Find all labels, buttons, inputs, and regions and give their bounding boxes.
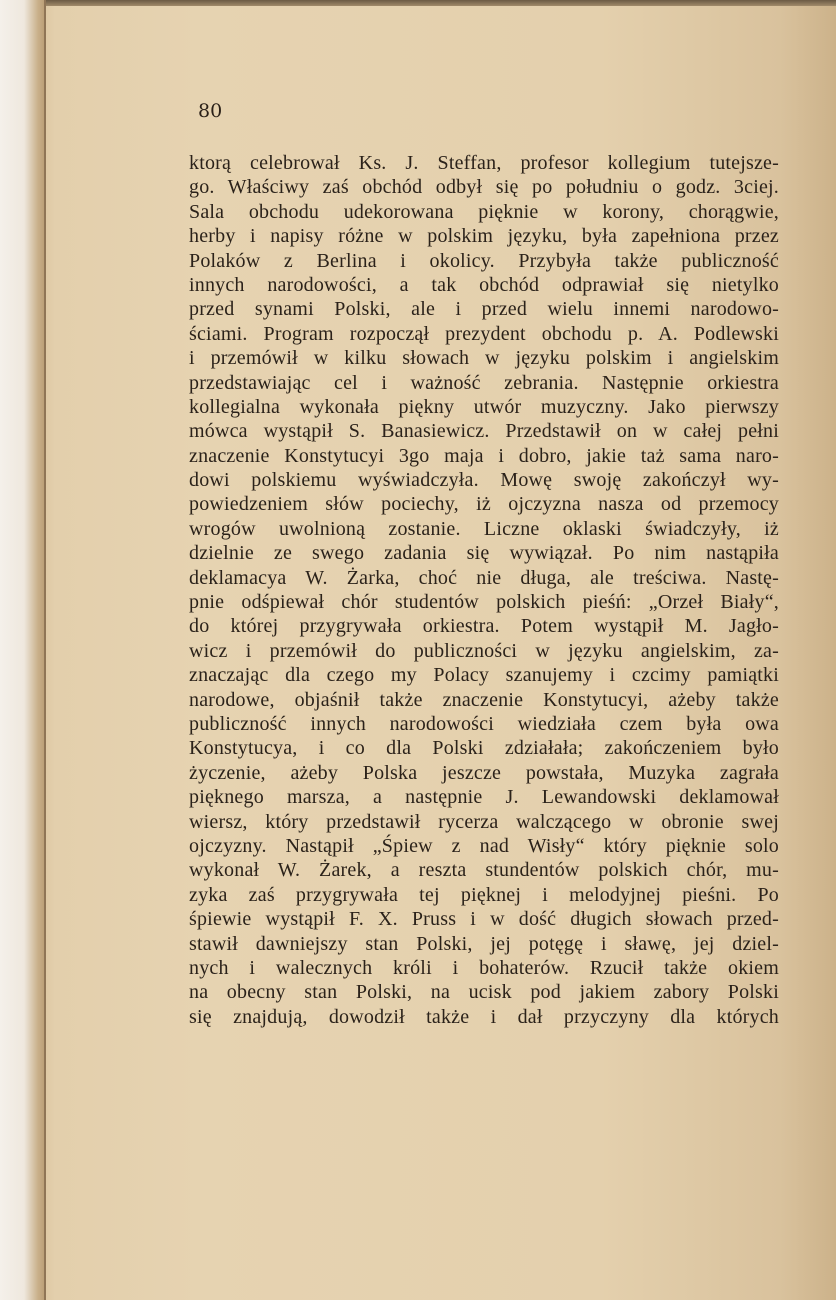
text-line: ktorą celebrował Ks. J. Steffan, profesor kollegium tutejsze- <box>189 152 779 174</box>
text-line: się znajdują, dowodził także i dał przyczyny dla których <box>189 1005 779 1028</box>
text-line: wiersz, który przedstawił rycerza walczącego w obronie swej <box>189 810 779 833</box>
text-line: wrogów uwolnioną zostanie. Liczne oklaski świadczyły, iż <box>189 517 779 540</box>
text-line: pnie odśpiewał chór studentów polskich pieśń: „Orzeł Biały“, <box>189 591 779 614</box>
text-line: powiedzeniem słów pociechy, iż ojczyzna nasza od przemocy <box>189 493 779 516</box>
binding-gutter-line <box>44 0 46 1300</box>
text-line: innych narodowości, a tak obchód odprawiał się nietylko <box>189 273 779 296</box>
text-line: wicz i przemówił do publiczności w języku angielskim, za- <box>189 639 779 662</box>
text-line: ojczyzny. Nastąpił „Śpiew z nad Wisły“ który pięknie solo <box>189 834 779 857</box>
text-line: go. Właściwy zaś obchód odbył się po południu o godz. 3ciej. <box>189 176 779 199</box>
body-text <box>189 151 779 1029</box>
page-binding-edge <box>0 0 46 1300</box>
text-line: znaczając dla czego my Polacy szanujemy i czcimy pamiątki <box>189 664 779 687</box>
text-line: śpiewie wystąpił F. X. Pruss i w dość długich słowach przed- <box>189 908 779 931</box>
text-line: narodowe, objaśnił także znaczenie Konstytucyi, ażeby także <box>189 688 779 711</box>
text-line: przedstawiając cel i ważność zebrania. Następnie orkiestra <box>189 371 779 394</box>
page-number: 80 <box>198 100 223 122</box>
text-line: zyka zaś przygrywała tej pięknej i melodyjnej pieśni. Po <box>189 883 779 906</box>
text-line: znaczenie Konstytucyi 3go maja i dobro, jakie taż sama naro- <box>189 444 779 467</box>
text-line: herby i napisy różne w polskim języku, była zapełniona przez <box>189 225 779 248</box>
text-line: wykonał W. Żarek, a reszta stundentów polskich chór, mu- <box>189 859 779 882</box>
text-line: kollegialna wykonała piękny utwór muzyczny. Jako pierwszy <box>189 395 779 418</box>
text-line: Konstytucya, i co dla Polski zdziałała; zakończeniem było <box>189 737 779 760</box>
text-line: deklamacya W. Żarka, choć nie długa, ale treściwa. Nastę- <box>189 566 779 589</box>
text-line: ściami. Program rozpoczął prezydent obchodu p. A. Podlewski <box>189 322 779 345</box>
text-line: przed synami Polski, ale i przed wielu innemi narodowo- <box>189 298 779 321</box>
text-line: do której przygrywała orkiestra. Potem wystąpił M. Jagło- <box>189 615 779 638</box>
text-line: dzielnie ze swego zadania się wywiązał. Po nim nastąpiła <box>189 542 779 565</box>
page-top-edge <box>0 0 836 6</box>
text-line: życzenie, ażeby Polska jeszcze powstała, Muzyka zagrała <box>189 761 779 784</box>
text-line: pięknego marsza, a następnie J. Lewandowski deklamował <box>189 786 779 809</box>
text-line: i przemówił w kilku słowach w języku polskim i angielskim <box>189 347 779 370</box>
text-line: nych i walecznych króli i bohaterów. Rzucił także okiem <box>189 956 779 979</box>
text-line: Sala obchodu udekorowana pięknie w korony, chorągwie, <box>189 200 779 223</box>
text-line: mówca wystąpił S. Banasiewicz. Przedstawił on w całej pełni <box>189 420 779 443</box>
text-line: publiczność innych narodowości wiedziała czem była owa <box>189 712 779 735</box>
text-line: Polaków z Berlina i okolicy. Przybyła także publiczność <box>189 249 779 272</box>
text-line: stawił dawniejszy stan Polski, jej potęgę i sławę, jej dziel- <box>189 932 779 955</box>
text-line: na obecny stan Polski, na ucisk pod jakiem zabory Polski <box>189 981 779 1004</box>
text-line: dowi polskiemu wyświadczyła. Mowę swoję zakończył wy- <box>189 469 779 492</box>
